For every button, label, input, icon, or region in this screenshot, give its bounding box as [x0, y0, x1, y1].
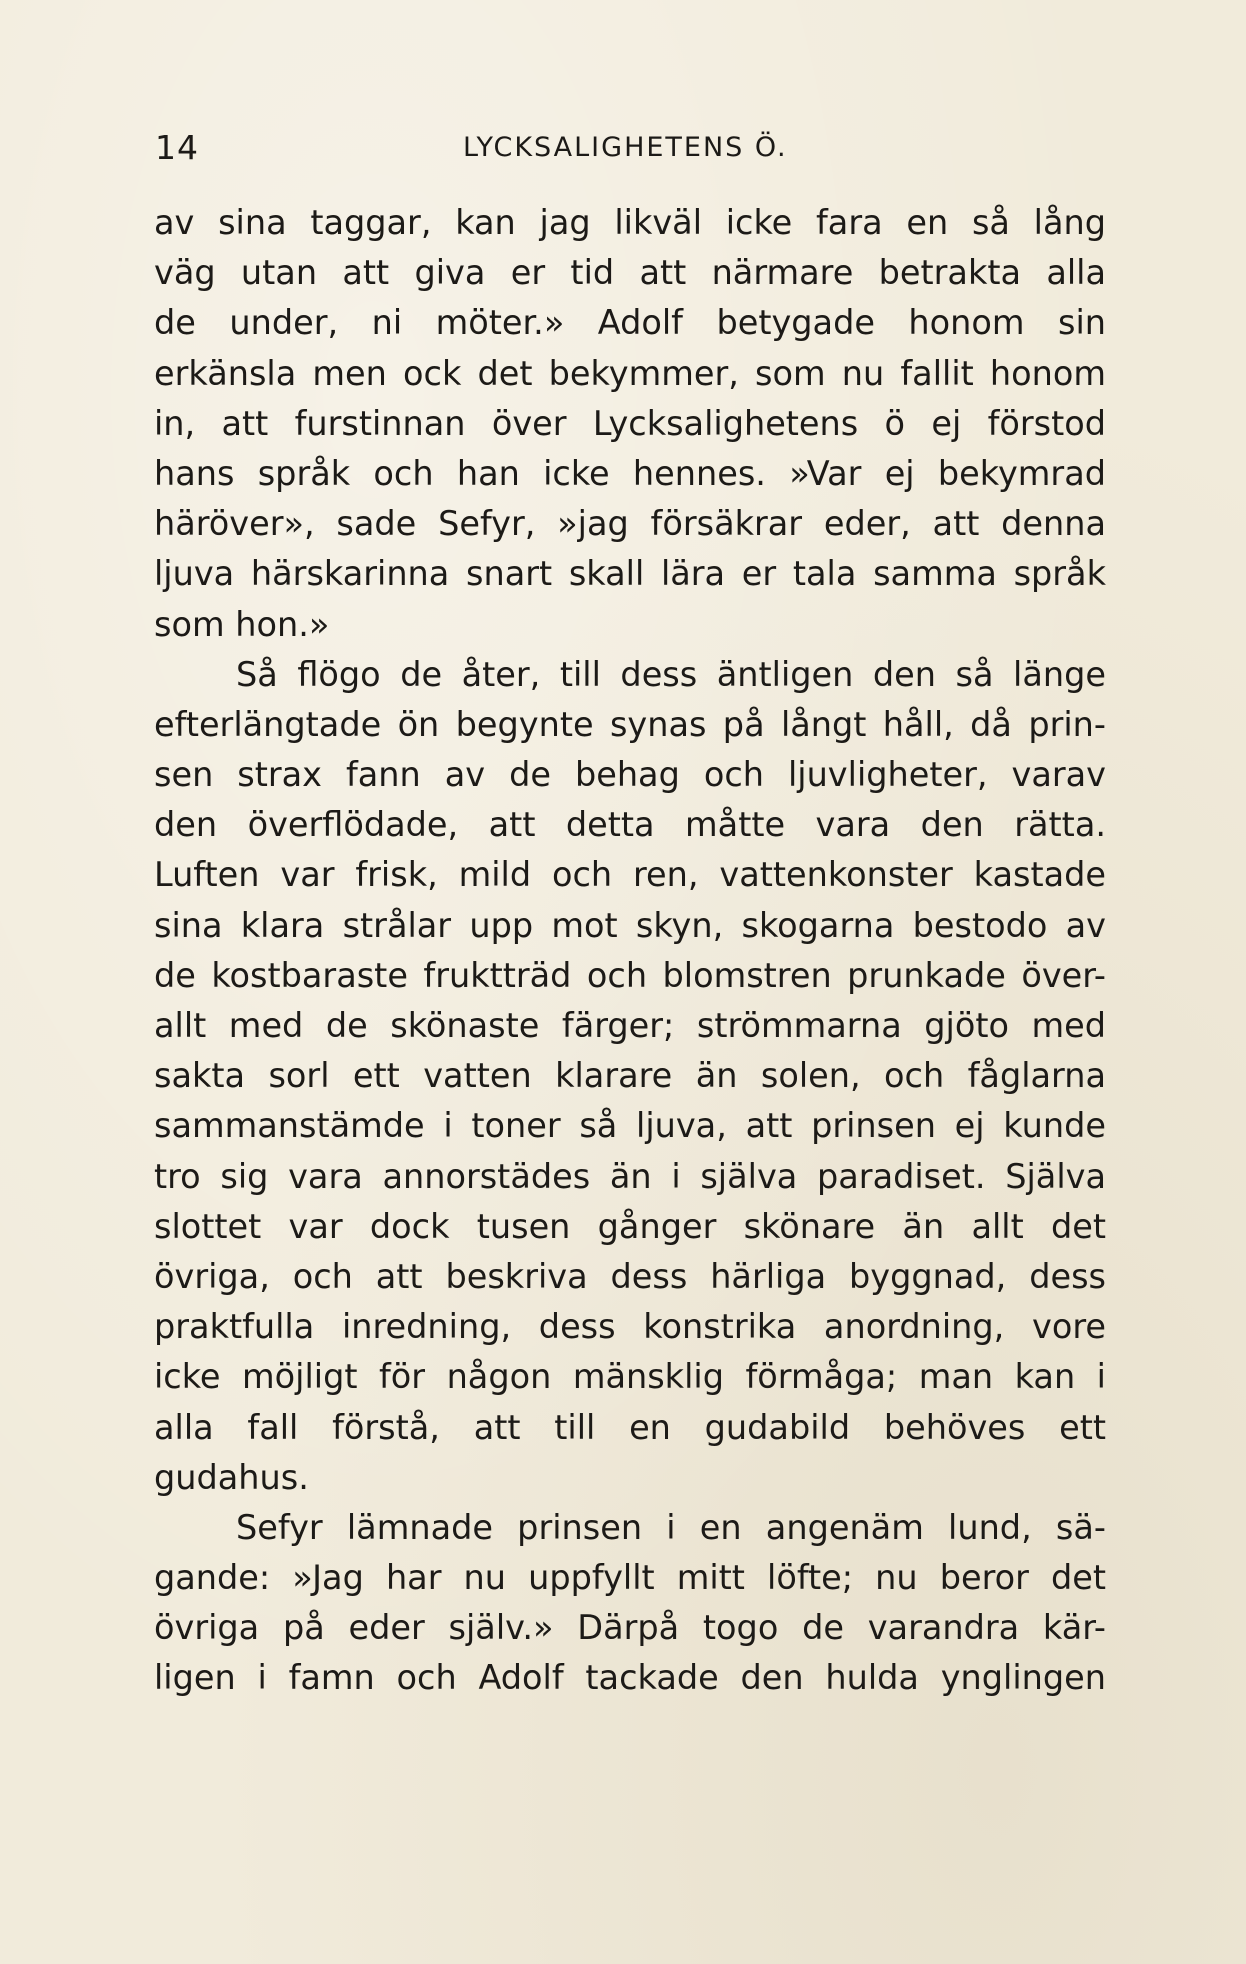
text-line: sammanstämde i toner så ljuva, att prinsen ej kunde	[154, 1106, 1106, 1146]
text-line: sen strax fann av de behag och ljuvligheter, varav	[154, 755, 1106, 795]
text-line: gande: »Jag har nu uppfyllt mitt löfte; nu beror det	[154, 1558, 1106, 1598]
text-line: slottet var dock tusen gånger skönare än allt det	[154, 1206, 1106, 1246]
text-line: ligen i famn och Adolf tackade den hulda ynglingen	[154, 1658, 1106, 1698]
running-head: LYCKSALIGHETENS Ö.	[463, 132, 788, 163]
text-line: övriga på eder själv.» Därpå togo de varandra kär-	[154, 1608, 1106, 1648]
text-line: sina klara strålar upp mot skyn, skogarna bestodo av	[154, 905, 1106, 945]
text-line: in, att furstinnan över Lycksalighetens ö ej förstod	[154, 403, 1106, 443]
text-line: de under, ni möter.» Adolf betygade honom sin	[154, 303, 1106, 343]
text-line: hans språk och han icke hennes. »Var ej bekymrad	[154, 453, 1106, 493]
text-line: väg utan att giva er tid att närmare betrakta alla	[154, 253, 1106, 293]
text-line: efterlängtade ön begynte synas på långt håll, då prin-	[154, 704, 1106, 744]
text-line: Luften var frisk, mild och ren, vattenkonster kastade	[154, 855, 1106, 895]
text-line: övriga, och att beskriva dess härliga byggnad, dess	[154, 1256, 1106, 1296]
text-line: den överflödade, att detta måtte vara den rätta.	[154, 805, 1106, 845]
text-line: sakta sorl ett vatten klarare än solen, och fåglarna	[154, 1056, 1106, 1096]
text-line: erkänsla men ock det bekymmer, som nu fallit honom	[154, 353, 1106, 393]
body-text	[154, 198, 1106, 1704]
text-line: praktfulla inredning, dess konstrika anordning, vore	[154, 1307, 1106, 1347]
page-number: 14	[155, 128, 199, 167]
text-line-paragraph-start: Sefyr lämnade prinsen i en angenäm lund, sä-	[236, 1507, 1106, 1547]
text-line-paragraph-start: Så flögo de åter, till dess äntligen den så länge	[236, 654, 1106, 694]
text-line: allt med de skönaste färger; strömmarna gjöto med	[154, 1006, 1106, 1045]
page-header	[155, 128, 1110, 168]
text-line-paragraph-end: gudahus.	[154, 1457, 309, 1497]
text-line: ljuva härskarinna snart skall lära er tala samma språk	[154, 554, 1106, 594]
text-line: häröver», sade Sefyr, »jag försäkrar eder, att denna	[154, 504, 1106, 544]
text-line: de kostbaraste fruktträd och blomstren prunkade över-	[154, 955, 1106, 995]
text-line: alla fall förstå, att till en gudabild behöves ett	[154, 1407, 1106, 1447]
text-line: av sina taggar, kan jag likväl icke fara en så lång	[154, 203, 1106, 242]
text-line: icke möjligt för någon mänsklig förmåga; man kan i	[154, 1357, 1106, 1397]
text-line-paragraph-end: som hon.»	[154, 604, 330, 644]
text-line: tro sig vara annorstädes än i själva paradiset. Själva	[154, 1156, 1106, 1196]
